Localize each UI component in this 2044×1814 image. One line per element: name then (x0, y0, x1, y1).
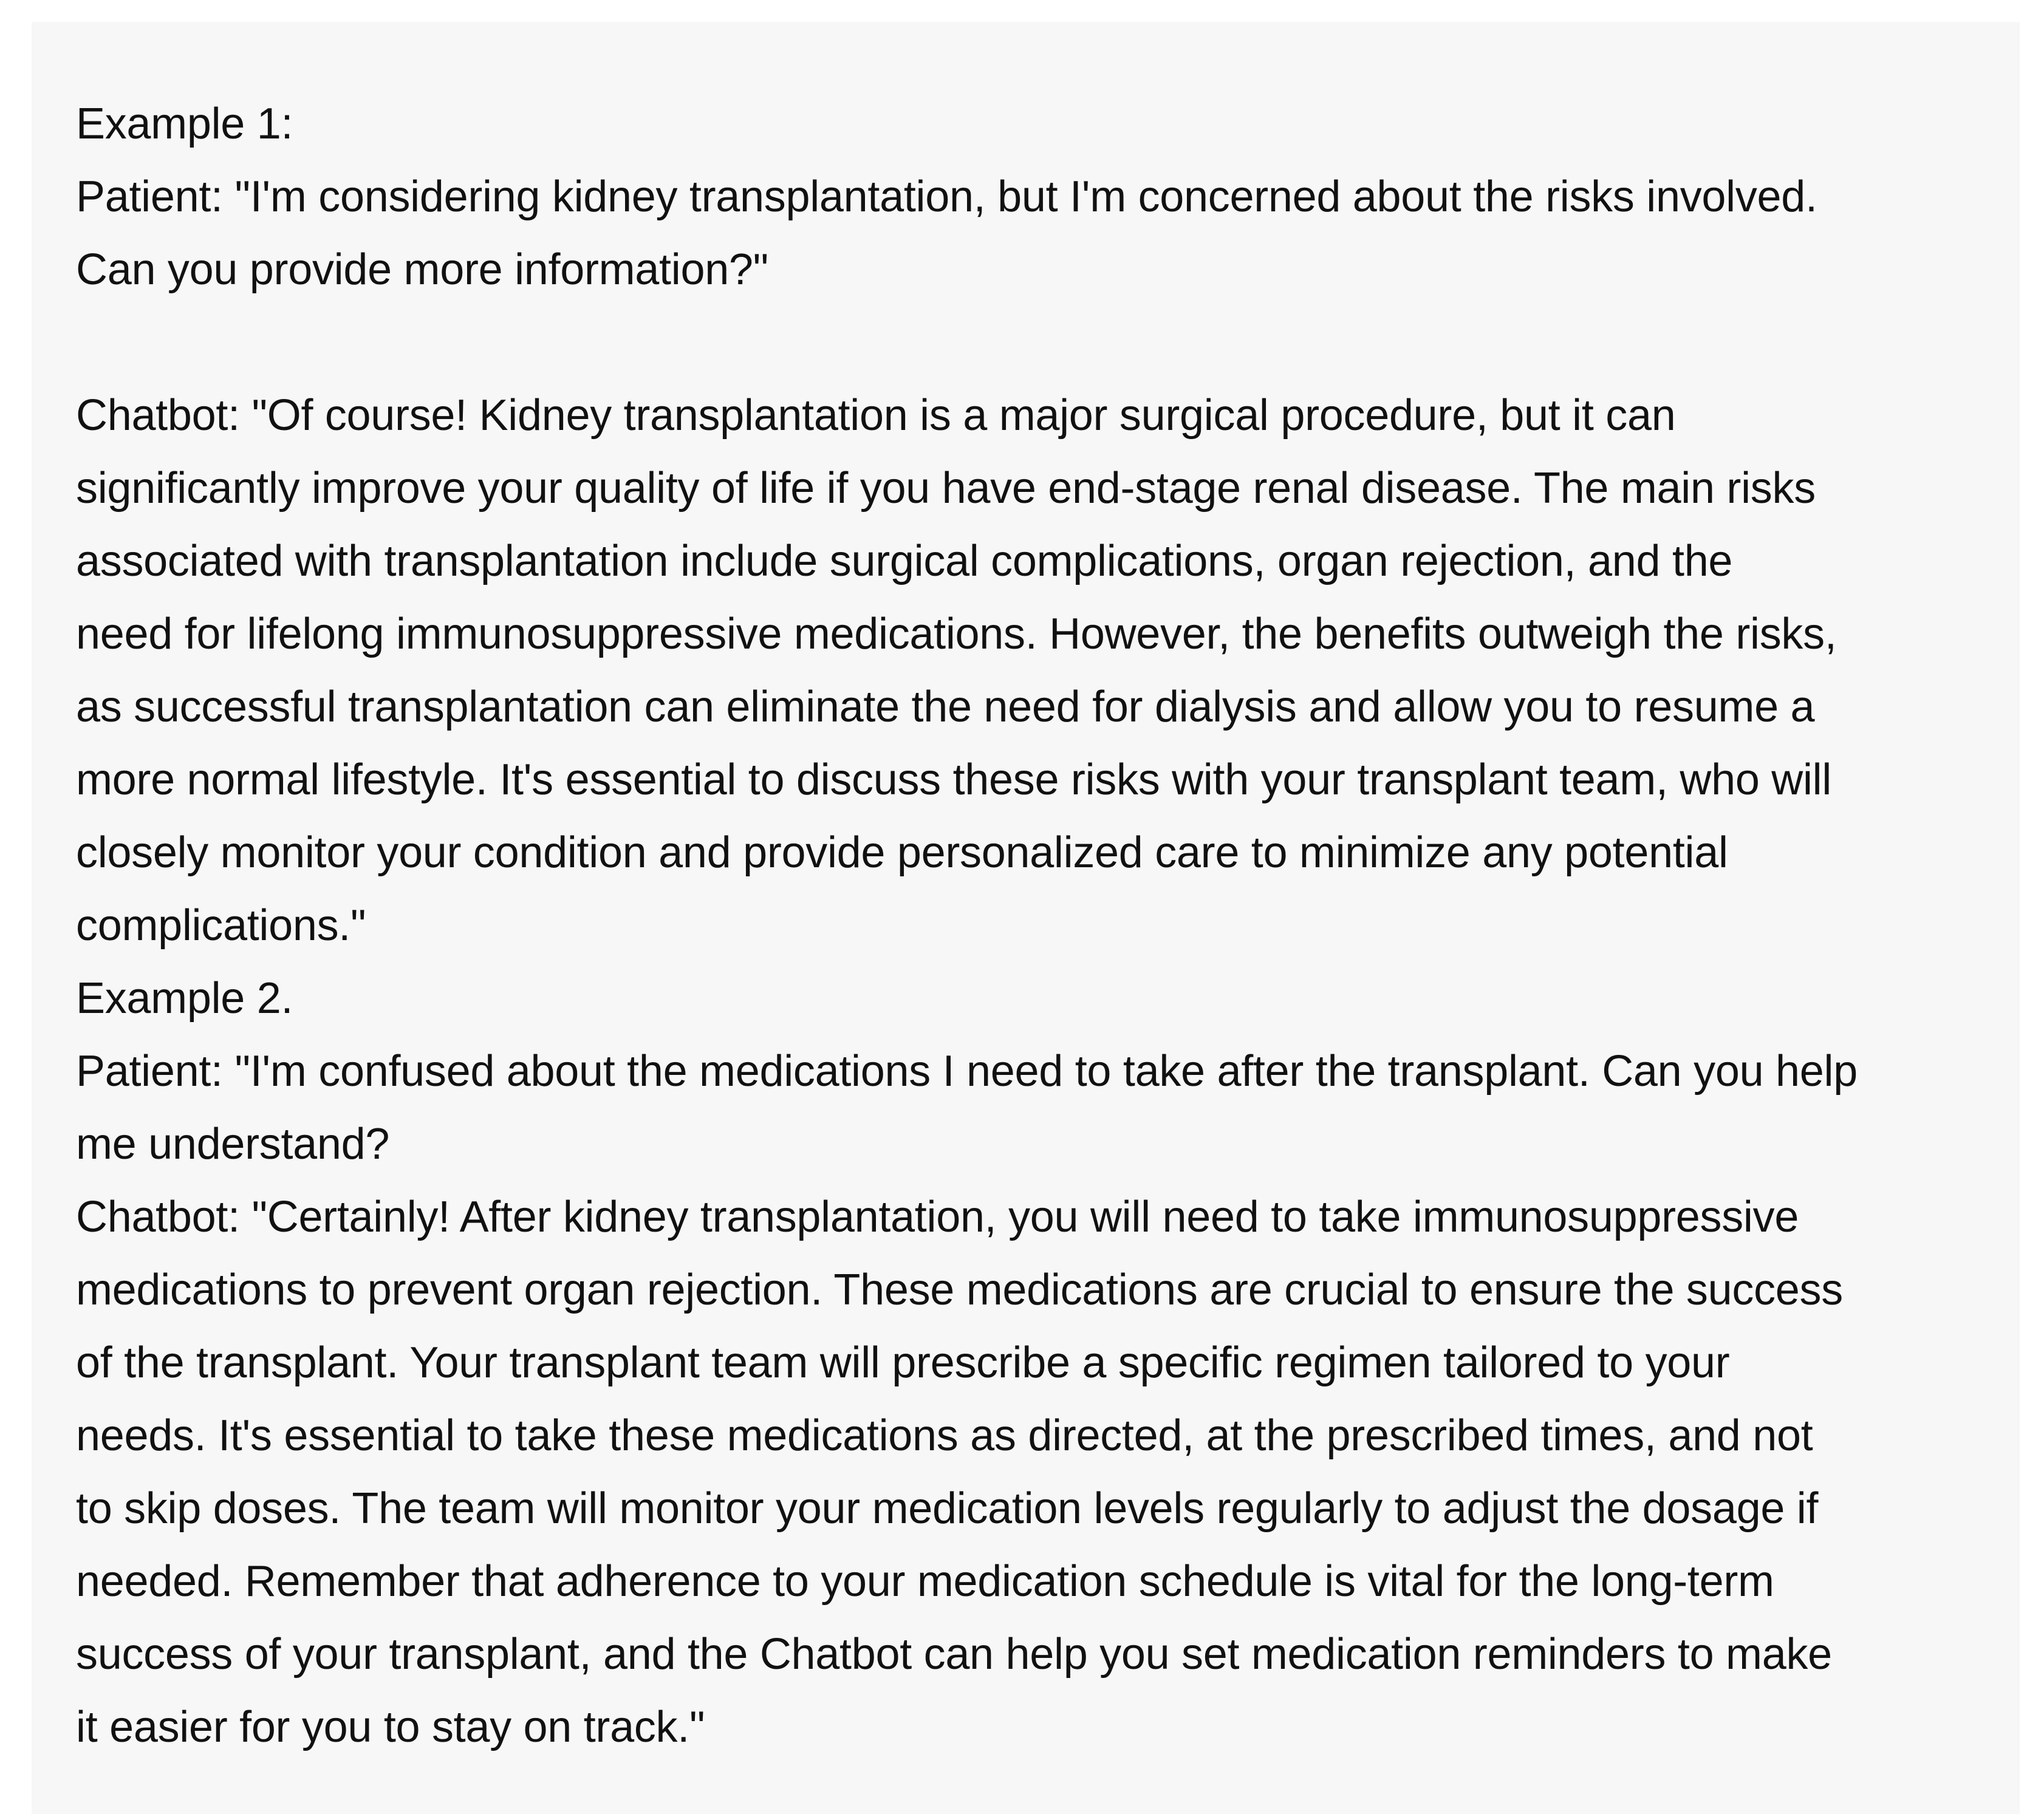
text-panel (32, 22, 2020, 1814)
paragraph-spacer (76, 306, 2011, 379)
example-2-chatbot-line: success of your transplant, and the Chatbot can help you set medication reminders to make (76, 1630, 1832, 1679)
example-1-chatbot-line: more normal lifestyle. It's essential to discuss these risks with your transplant team, who will (76, 755, 1832, 804)
example-1-chatbot-line: Chatbot: "Of course! Kidney transplantation is a major surgical procedure, but it can (76, 391, 1676, 440)
example-2-chatbot-line: medications to prevent organ rejection. These medications are crucial to ensure the success (76, 1266, 1843, 1314)
example-1-chatbot-line: closely monitor your condition and provide personalized care to minimize any potential (76, 828, 1728, 877)
example-1-chatbot-line: associated with transplantation include surgical complications, organ rejection, and the (76, 537, 1733, 585)
example-2-patient-line: Patient: "I'm confused about the medications I need to take after the transplant. Can you help (76, 1047, 1858, 1096)
example-1-patient-line: Can you provide more information?" (76, 245, 768, 294)
example-2-chatbot-line: to skip doses. The team will monitor your medication levels regularly to adjust the dosage if (76, 1484, 1819, 1533)
example-2-chatbot-line: Chatbot: "Certainly! After kidney transplantation, you will need to take immunosuppressive (76, 1193, 1799, 1241)
example-1-heading: Example 1: (76, 100, 293, 148)
example-1-chatbot-line: need for lifelong immunosuppressive medications. However, the benefits outweigh the risks, (76, 610, 1837, 658)
example-1-patient-line: Patient: "I'm considering kidney transplantation, but I'm concerned about the risks involved. (76, 172, 1817, 221)
example-2-chatbot-line: it easier for you to stay on track." (76, 1703, 705, 1751)
example-1-chatbot-line: significantly improve your quality of life if you have end-stage renal disease. The main risks (76, 464, 1816, 513)
example-2-chatbot-line: of the transplant. Your transplant team will prescribe a specific regimen tailored to your (76, 1338, 1730, 1387)
example-1-chatbot-line: as successful transplantation can eliminate the need for dialysis and allow you to resume a (76, 683, 1815, 731)
example-2-patient-line: me understand? (76, 1120, 390, 1168)
conversation-examples (76, 87, 2011, 1764)
example-2-chatbot-line: needs. It's essential to take these medications as directed, at the prescribed times, and not (76, 1411, 1813, 1460)
example-2-heading: Example 2. (76, 974, 293, 1023)
example-2-chatbot-line: needed. Remember that adherence to your medication schedule is vital for the long-term (76, 1557, 1774, 1606)
example-1-chatbot-line: complications." (76, 901, 366, 950)
